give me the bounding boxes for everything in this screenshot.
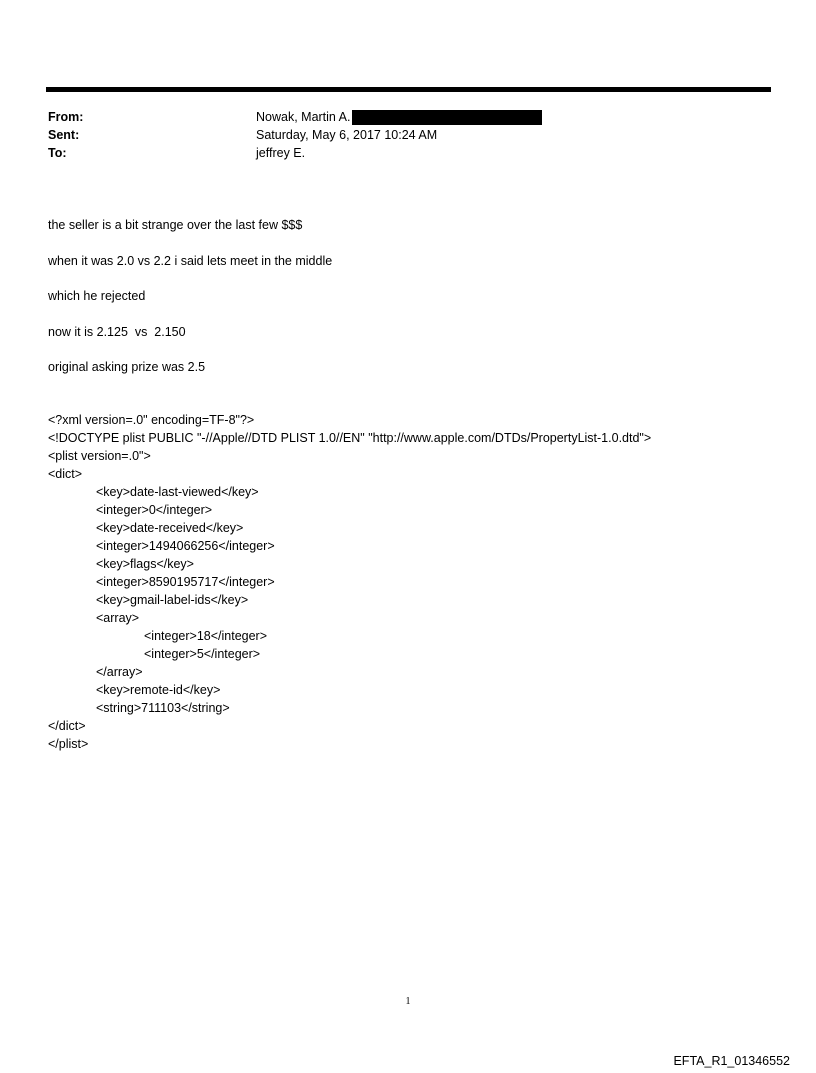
redaction-box xyxy=(352,110,542,125)
sent-label: Sent: xyxy=(48,128,80,142)
body-paragraph: when it was 2.0 vs 2.2 i said lets meet in the middle xyxy=(48,253,333,268)
plist-line: <dict> xyxy=(48,467,83,481)
from-label: From: xyxy=(48,110,84,124)
sent-value: Saturday, May 6, 2017 10:24 AM xyxy=(256,128,438,142)
plist-line: </plist> xyxy=(48,737,89,751)
plist-line: <array> xyxy=(96,611,140,625)
sent-row xyxy=(48,126,748,144)
plist-line: <integer>1494066256</integer> xyxy=(96,539,275,553)
plist-line: <key>flags</key> xyxy=(96,557,194,571)
from-value: Nowak, Martin A. xyxy=(256,110,351,124)
plist-line: <integer>5</integer> xyxy=(144,647,261,661)
plist-line: <key>date-received</key> xyxy=(96,521,244,535)
plist-line: </dict> xyxy=(48,719,86,733)
plist-block xyxy=(48,411,788,753)
plist-line: <?xml version=.0" encoding=TF-8"?> xyxy=(48,413,255,427)
plist-line: <plist version=.0"> xyxy=(48,449,151,463)
plist-line: <integer>18</integer> xyxy=(144,629,268,643)
page-number: 1 xyxy=(405,996,411,1007)
from-row xyxy=(48,108,748,126)
plist-line: <key>gmail-label-ids</key> xyxy=(96,593,249,607)
plist-line: <key>date-last-viewed</key> xyxy=(96,485,259,499)
body-paragraph: now it is 2.125 vs 2.150 xyxy=(48,324,186,339)
email-header xyxy=(48,108,748,162)
body-paragraph: original asking prize was 2.5 xyxy=(48,360,206,374)
bates-number: EFTA_R1_01346552 xyxy=(673,1054,790,1068)
body-paragraph: which he rejected xyxy=(48,289,146,303)
to-row xyxy=(48,144,748,162)
body-paragraph: the seller is a bit strange over the last few $$$ xyxy=(48,218,303,232)
plist-line: <integer>0</integer> xyxy=(96,503,213,517)
plist-line: <integer>8590195717</integer> xyxy=(96,575,275,589)
plist-line: <key>remote-id</key> xyxy=(96,683,221,697)
plist-line: <!DOCTYPE plist PUBLIC "-//Apple//DTD PLIST 1.0//EN" "http://www.apple.com/DTDs/PropertyList-1.0.dtd"> xyxy=(48,431,652,445)
email-body xyxy=(48,216,768,394)
header-rule xyxy=(46,87,771,92)
plist-line: <string>711103</string> xyxy=(96,701,230,715)
to-value: jeffrey E. xyxy=(256,146,306,160)
plist-line: </array> xyxy=(96,665,143,679)
to-label: To: xyxy=(48,146,67,160)
